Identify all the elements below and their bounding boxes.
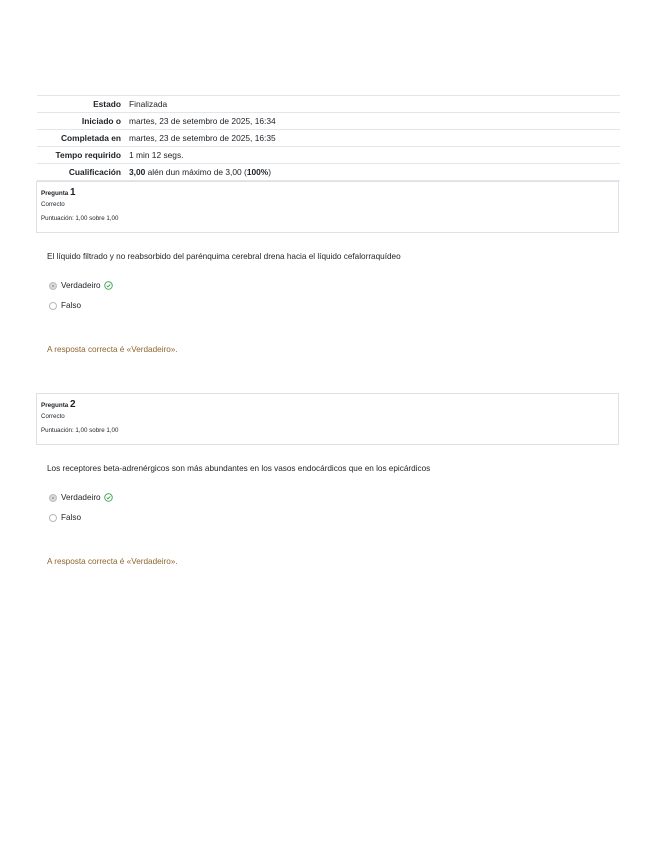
question-number: 1 xyxy=(70,187,76,198)
answer-option-true[interactable] xyxy=(49,493,113,502)
question-grade: Puntuación: 1,00 sobre 1,00 xyxy=(41,427,119,434)
question-number: 2 xyxy=(70,399,76,410)
check-circle-icon xyxy=(104,493,113,502)
question-prefix: Pregunta xyxy=(41,402,69,409)
summary-row-time-taken xyxy=(37,147,620,164)
summary-row-state xyxy=(37,96,620,113)
summary-label: Completada en xyxy=(60,133,121,143)
grade-end: ) xyxy=(268,167,272,177)
answer-label: Falso xyxy=(61,513,82,522)
question-state: Correcto xyxy=(41,201,65,208)
question-text: Los receptores beta-adrenérgicos son más abundantes en los vasos endocárdicos que en los epicárdicos xyxy=(47,464,431,473)
summary-label: Iniciado o xyxy=(81,116,121,126)
summary-value: 1 min 12 segs. xyxy=(129,150,184,160)
question-grade: Puntuación: 1,00 sobre 1,00 xyxy=(41,215,119,222)
radio-button-selected[interactable] xyxy=(49,494,57,502)
grade-percent: 100% xyxy=(246,167,269,177)
answer-option-false[interactable] xyxy=(49,301,81,310)
check-circle-icon xyxy=(104,281,113,290)
question-state: Correcto xyxy=(41,413,65,420)
summary-row-grade xyxy=(37,164,620,181)
answer-label: Verdadeiro xyxy=(61,493,101,502)
answer-label: Falso xyxy=(61,301,82,310)
radio-button[interactable] xyxy=(49,302,57,310)
answer-option-false[interactable] xyxy=(49,513,81,522)
summary-grade-value xyxy=(126,164,620,181)
question-info-box xyxy=(36,393,619,445)
answer-label: Verdadeiro xyxy=(61,281,101,290)
quiz-review-summary xyxy=(37,95,620,181)
grade-score: 3,00 xyxy=(129,167,146,177)
summary-label: Cualificación xyxy=(68,167,121,177)
question-info-box xyxy=(36,181,619,233)
question-number-line xyxy=(41,399,614,410)
answer-option-true[interactable] xyxy=(49,281,113,290)
summary-value: martes, 23 de setembro de 2025, 16:35 xyxy=(129,133,276,143)
question-number-line xyxy=(41,187,614,198)
right-answer-feedback: A resposta correcta é «Verdadeiro». xyxy=(47,345,178,354)
summary-label: Tempo requirido xyxy=(55,150,121,160)
summary-value: Finalizada xyxy=(129,99,168,109)
question-text: El líquido filtrado y no reabsorbido del parénquima cerebral drena hacia el líquido cefalorraquídeo xyxy=(47,252,401,261)
radio-button[interactable] xyxy=(49,514,57,522)
question-prefix: Pregunta xyxy=(41,190,69,197)
radio-button-selected[interactable] xyxy=(49,282,57,290)
grade-middle: alén dun máximo de 3,00 ( xyxy=(145,167,247,177)
summary-value: martes, 23 de setembro de 2025, 16:34 xyxy=(129,116,276,126)
summary-label: Estado xyxy=(93,99,121,109)
summary-row-started xyxy=(37,113,620,130)
right-answer-feedback: A resposta correcta é «Verdadeiro». xyxy=(47,557,178,566)
summary-row-completed xyxy=(37,130,620,147)
